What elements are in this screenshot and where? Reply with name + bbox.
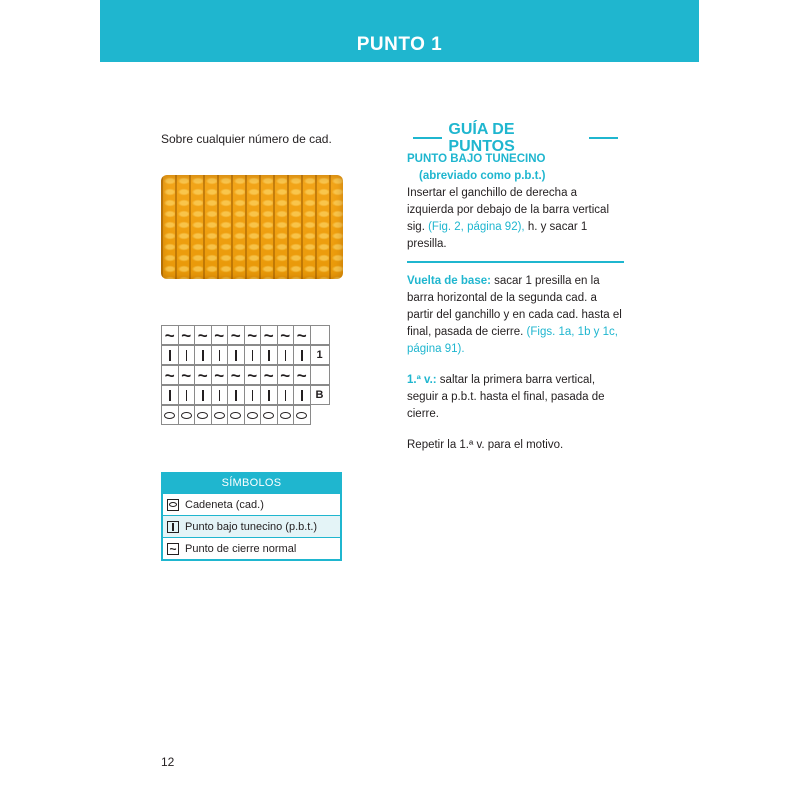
vert-symbol-icon bbox=[219, 390, 221, 401]
vert-symbol-icon bbox=[235, 350, 237, 361]
chart-cell-vert bbox=[260, 385, 278, 405]
vert-symbol-icon bbox=[252, 350, 254, 361]
chart-cell-wave bbox=[194, 325, 212, 345]
chart-cell-wave bbox=[227, 325, 245, 345]
chart-cell-oval bbox=[227, 405, 245, 425]
repeat-instruction: Repetir la 1.ª v. para el motivo. bbox=[407, 439, 564, 451]
wave-symbol-icon: ~ bbox=[280, 365, 291, 385]
chart-cell-wave bbox=[227, 365, 245, 385]
chain-oval-icon bbox=[167, 499, 179, 511]
stitch-abbreviation: (abreviado como p.b.t.) bbox=[419, 170, 546, 182]
wave-symbol-icon: ~ bbox=[263, 325, 274, 345]
oval-symbol-icon bbox=[164, 412, 175, 419]
chart-cell-oval bbox=[293, 405, 311, 425]
title-dash-left bbox=[413, 137, 442, 139]
chart-cell-vert bbox=[277, 385, 295, 405]
chart-cell-wave bbox=[293, 325, 311, 345]
figure-reference: (Figs. 1a, 1b y 1c, página 91). bbox=[407, 326, 618, 355]
chart-cell-wave bbox=[277, 325, 295, 345]
chart-cell-wave bbox=[178, 365, 196, 385]
chart-cell-vert bbox=[161, 345, 179, 365]
symbols-legend bbox=[161, 472, 342, 561]
intro-text: Sobre cualquier número de cad. bbox=[161, 132, 332, 146]
stitch-description bbox=[407, 185, 624, 253]
wave-symbol-icon: ~ bbox=[214, 365, 225, 385]
vert-symbol-icon bbox=[268, 390, 270, 401]
oval-symbol-icon bbox=[214, 412, 225, 419]
oval-symbol-icon bbox=[197, 412, 208, 419]
chart-cell-vert bbox=[178, 385, 196, 405]
chart-row bbox=[161, 406, 330, 426]
legend-row-tunisian-simple bbox=[163, 515, 340, 537]
vert-symbol-icon bbox=[186, 390, 188, 401]
vert-symbol-icon bbox=[268, 350, 270, 361]
chart-cell-wave bbox=[260, 365, 278, 385]
vertical-bar-icon bbox=[167, 521, 179, 533]
chart-cell-oval bbox=[244, 405, 262, 425]
oval-symbol-icon bbox=[230, 412, 241, 419]
chart-cell-vert bbox=[178, 345, 196, 365]
page-title: PUNTO 1 bbox=[356, 34, 443, 55]
description-text: Insertar el ganchillo de derecha a izquierda por debajo de la barra vertical sig. bbox=[407, 187, 610, 233]
row-label bbox=[310, 365, 330, 385]
guide-title-text: GUÍA DE PUNTOS bbox=[448, 121, 515, 155]
chart-cell-oval bbox=[260, 405, 278, 425]
chart-cell-vert bbox=[277, 345, 295, 365]
legend-label: Punto bajo tunecino (p.b.t.) bbox=[185, 520, 318, 533]
chart-cell-vert bbox=[211, 385, 229, 405]
wave-symbol-icon: ~ bbox=[181, 365, 192, 385]
chart-cell-vert bbox=[260, 345, 278, 365]
stitch-chart bbox=[161, 326, 330, 426]
stitch-guide bbox=[407, 121, 624, 468]
chart-cell-oval bbox=[211, 405, 229, 425]
chart-cell-oval bbox=[178, 405, 196, 425]
stitch-name: PUNTO BAJO TUNECINO bbox=[407, 153, 546, 165]
chart-cell-wave bbox=[211, 365, 229, 385]
legend-label: Cadeneta (cad.) bbox=[185, 498, 264, 511]
chart-row bbox=[161, 346, 330, 366]
chart-cell-vert bbox=[227, 385, 245, 405]
row-label: 1 bbox=[310, 345, 330, 365]
wave-symbol-icon: ~ bbox=[197, 325, 208, 345]
wave-symbol-icon: ~ bbox=[296, 325, 307, 345]
oval-symbol-icon bbox=[181, 412, 192, 419]
wave-symbol-icon: ~ bbox=[197, 365, 208, 385]
vert-symbol-icon bbox=[202, 390, 204, 401]
row-label bbox=[310, 325, 330, 345]
base-row-instruction bbox=[407, 273, 624, 358]
guide-title bbox=[407, 121, 624, 155]
section-divider bbox=[407, 261, 624, 263]
chart-cell-wave bbox=[293, 365, 311, 385]
vert-symbol-icon bbox=[301, 390, 303, 401]
legend-title: SÍMBOLOS bbox=[163, 474, 340, 493]
wave-symbol-icon: ~ bbox=[230, 325, 241, 345]
page-header bbox=[100, 0, 699, 62]
vert-symbol-icon bbox=[202, 350, 204, 361]
vert-symbol-icon bbox=[285, 390, 287, 401]
wave-symbol-icon: ~ bbox=[181, 325, 192, 345]
row-label bbox=[310, 405, 330, 425]
chart-cell-vert bbox=[194, 385, 212, 405]
description-tail: h. y sacar 1 presilla. bbox=[407, 221, 588, 250]
wave-icon: ~ bbox=[167, 543, 179, 555]
wave-symbol-icon: ~ bbox=[263, 365, 274, 385]
oval-symbol-icon bbox=[263, 412, 274, 419]
chart-row bbox=[161, 366, 330, 386]
vert-symbol-icon bbox=[169, 350, 171, 361]
chart-cell-oval bbox=[277, 405, 295, 425]
wave-symbol-icon: ~ bbox=[247, 365, 258, 385]
chart-cell-wave bbox=[277, 365, 295, 385]
legend-row-bind-off bbox=[163, 537, 340, 559]
chart-cell-wave bbox=[161, 365, 179, 385]
base-row-text: sacar 1 presilla en la barra horizontal de la segunda cad. a partir del ganchillo y en cada cad. hasta el final, pasada de cierre. bbox=[407, 275, 622, 338]
row-label: B bbox=[310, 385, 330, 405]
vert-symbol-icon bbox=[301, 350, 303, 361]
chart-cell-wave bbox=[260, 325, 278, 345]
chart-cell-wave bbox=[161, 325, 179, 345]
oval-symbol-icon bbox=[247, 412, 258, 419]
chart-cell-wave bbox=[244, 365, 262, 385]
wave-symbol-icon: ~ bbox=[280, 325, 291, 345]
vert-symbol-icon bbox=[285, 350, 287, 361]
chart-cell-oval bbox=[194, 405, 212, 425]
row-1-instruction bbox=[407, 372, 624, 423]
row-1-text: saltar la primera barra vertical, seguir a p.b.t. hasta el final, pasada de cierre. bbox=[407, 374, 605, 420]
chart-cell-wave bbox=[211, 325, 229, 345]
wave-symbol-icon: ~ bbox=[230, 365, 241, 385]
vert-symbol-icon bbox=[186, 350, 188, 361]
wave-symbol-icon: ~ bbox=[296, 365, 307, 385]
vert-symbol-icon bbox=[252, 390, 254, 401]
base-row-label: Vuelta de base: bbox=[407, 275, 491, 287]
chart-cell-vert bbox=[194, 345, 212, 365]
vert-symbol-icon bbox=[235, 390, 237, 401]
chart-cell-vert bbox=[211, 345, 229, 365]
row-1-label: 1.ª v.: bbox=[407, 374, 437, 386]
chart-cell-vert bbox=[227, 345, 245, 365]
vert-symbol-icon bbox=[219, 350, 221, 361]
page-number: 12 bbox=[161, 755, 175, 769]
chart-cell-vert bbox=[293, 385, 311, 405]
oval-symbol-icon bbox=[280, 412, 291, 419]
chart-cell-vert bbox=[293, 345, 311, 365]
chart-cell-oval bbox=[161, 405, 179, 425]
wave-symbol-icon: ~ bbox=[247, 325, 258, 345]
chart-cell-vert bbox=[161, 385, 179, 405]
chart-cell-wave bbox=[178, 325, 196, 345]
chart-row bbox=[161, 326, 330, 346]
chart-cell-vert bbox=[244, 385, 262, 405]
vert-symbol-icon bbox=[169, 390, 171, 401]
legend-label: Punto de cierre normal bbox=[185, 542, 297, 555]
chart-cell-wave bbox=[194, 365, 212, 385]
wave-symbol-icon: ~ bbox=[164, 365, 175, 385]
legend-row-chain bbox=[163, 493, 340, 515]
oval-symbol-icon bbox=[296, 412, 307, 419]
chart-cell-wave bbox=[244, 325, 262, 345]
wave-symbol-icon: ~ bbox=[214, 325, 225, 345]
title-dash-right bbox=[589, 137, 618, 139]
chart-cell-vert bbox=[244, 345, 262, 365]
wave-symbol-icon: ~ bbox=[164, 325, 175, 345]
figure-reference: (Fig. 2, página 92), bbox=[428, 221, 525, 233]
chart-row bbox=[161, 386, 330, 406]
stitch-swatch-photo bbox=[161, 175, 343, 279]
